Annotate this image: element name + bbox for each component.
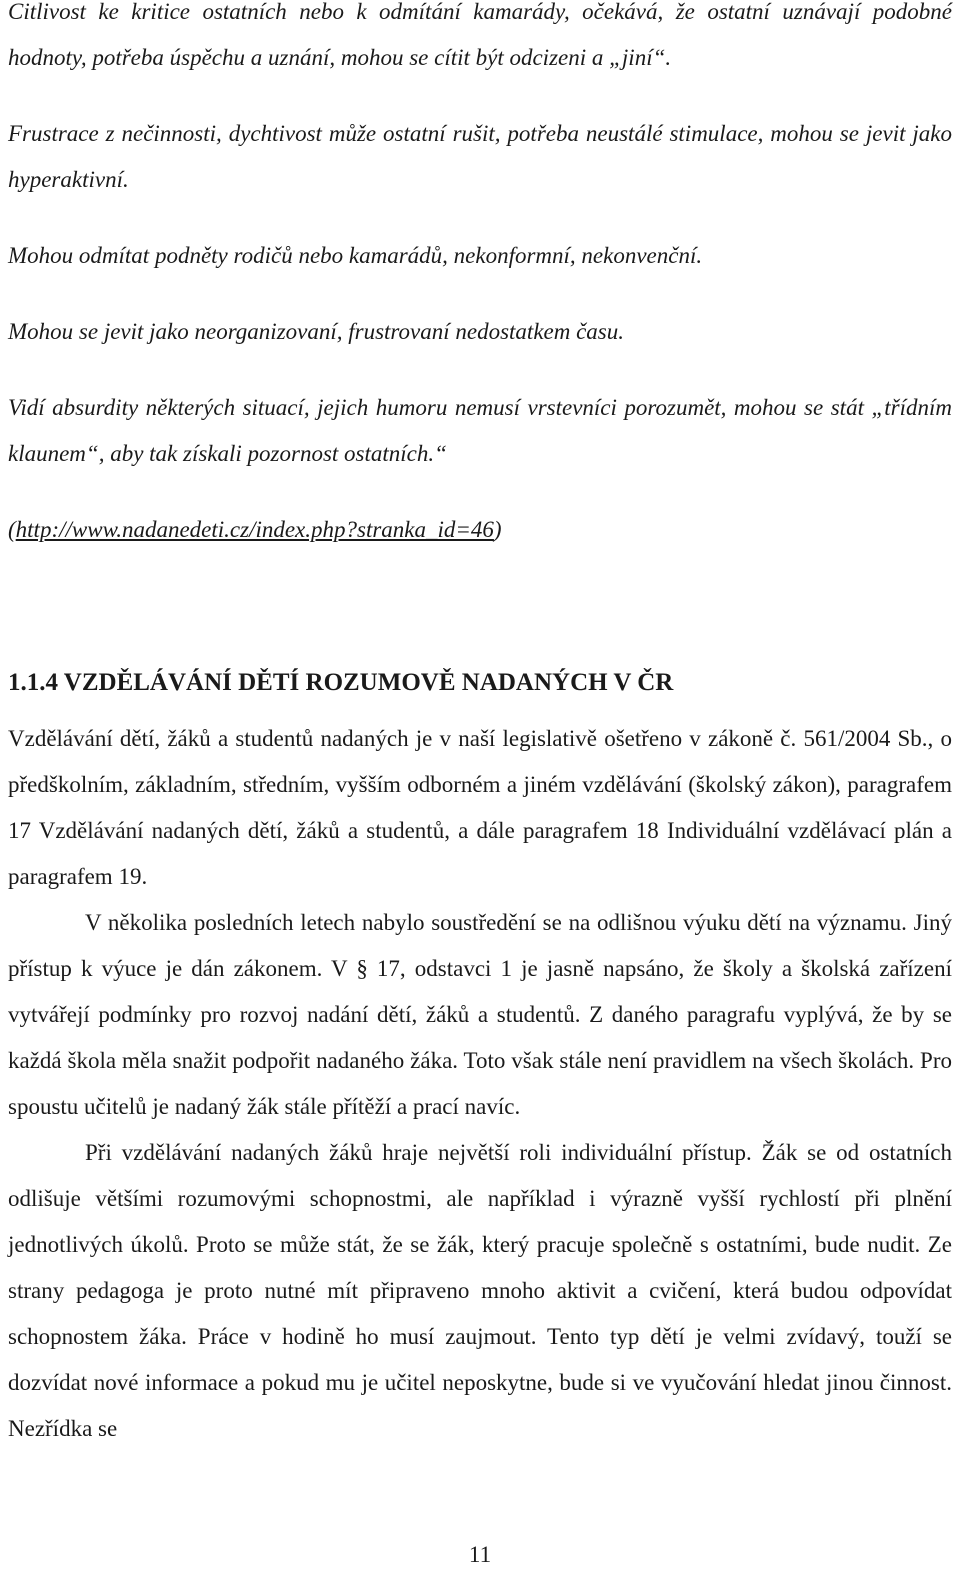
source-link[interactable]: http://www.nadanedeti.cz/index.php?stranka_id=46 (15, 517, 494, 542)
body-paragraph-3: Při vzdělávání nadaných žáků hraje největší roli individuální přístup. Žák se od ostatních odlišuje většími rozumovými schopnostmi, ale například i výrazně vyšší rychlostí při plnění jednotlivých úkolů. Proto se může stát, že se žák, který pracuje společně s ostatními, bude nudit. Ze strany pedagoga je proto nutné mít připraveno mnoho aktivit a cvičení, která budou odpovídat schopnostem žáka. Práce v hodině ho musí zaujmout. Tento typ dětí je velmi zvídavý, touží se dozvídat nové informace a pokud mu je učitel neposkytne, bude si ve vyučování hledat jinou činnost. Nezřídka se (8, 1140, 952, 1441)
citation-close-paren: ) (493, 517, 502, 542)
italic-paragraph-4: Mohou se jevit jako neorganizovaní, frustrovaní nedostatkem času. (8, 319, 625, 344)
italic-paragraph-3: Mohou odmítat podněty rodičů nebo kamarádů, nekonformní, nekonvenční. (8, 243, 703, 268)
citation-open-paren: ( (8, 517, 16, 542)
italic-paragraph-5: Vidí absurdity některých situací, jejich humoru nemusí vrstevníci porozumět, mohou se stát „třídním klaunem“, aby tak získali pozornost ostatních.“ (8, 395, 952, 466)
body-paragraph-1: Vzdělávání dětí, žáků a studentů nadaných je v naší legislativě ošetřeno v zákoně č. 561/2004 Sb., o předškolním, základním, středním, vyšším odborném a jiném vzdělávání (školský zákon), paragrafem 17 Vzdělávání nadaných dětí, žáků a studentů, a dále paragrafem 18 Individuální vzdělávací plán a paragrafem 19. (8, 726, 952, 889)
source-citation (8, 507, 952, 553)
italic-paragraph-1: Citlivost ke kritice ostatních nebo k odmítání kamarády, očekává, že ostatní uznávají podobné hodnoty, potřeba úspěchu a uznání, mohou se cítit být odcizeni a „jiní“. (8, 0, 952, 70)
italic-paragraph-2: Frustrace z nečinnosti, dychtivost může ostatní rušit, potřeba neustálé stimulace, mohou se jevit jako hyperaktivní. (8, 121, 952, 192)
page-number: 11 (468, 1542, 492, 1567)
section-heading: 1.1.4 VZDĚLÁVÁNÍ DĚTÍ ROZUMOVĚ NADANÝCH V ČR (8, 669, 674, 696)
body-paragraph-2: V několika posledních letech nabylo soustředění se na odlišnou výuku dětí na významu. Jiný přístup k výuce je dán zákonem. V § 17, odstavci 1 je jasně napsáno, že školy a školská zařízení vytvářejí podmínky pro rozvoj nadání dětí, žáků a studentů. Z daného paragrafu vyplývá, že by se každá škola měla snažit podpořit nadaného žáka. Toto však stále není pravidlem na všech školách. Pro spoustu učitelů je nadaný žák stále přítěží a prací navíc. (8, 910, 952, 1119)
document-page (8, 0, 952, 1452)
